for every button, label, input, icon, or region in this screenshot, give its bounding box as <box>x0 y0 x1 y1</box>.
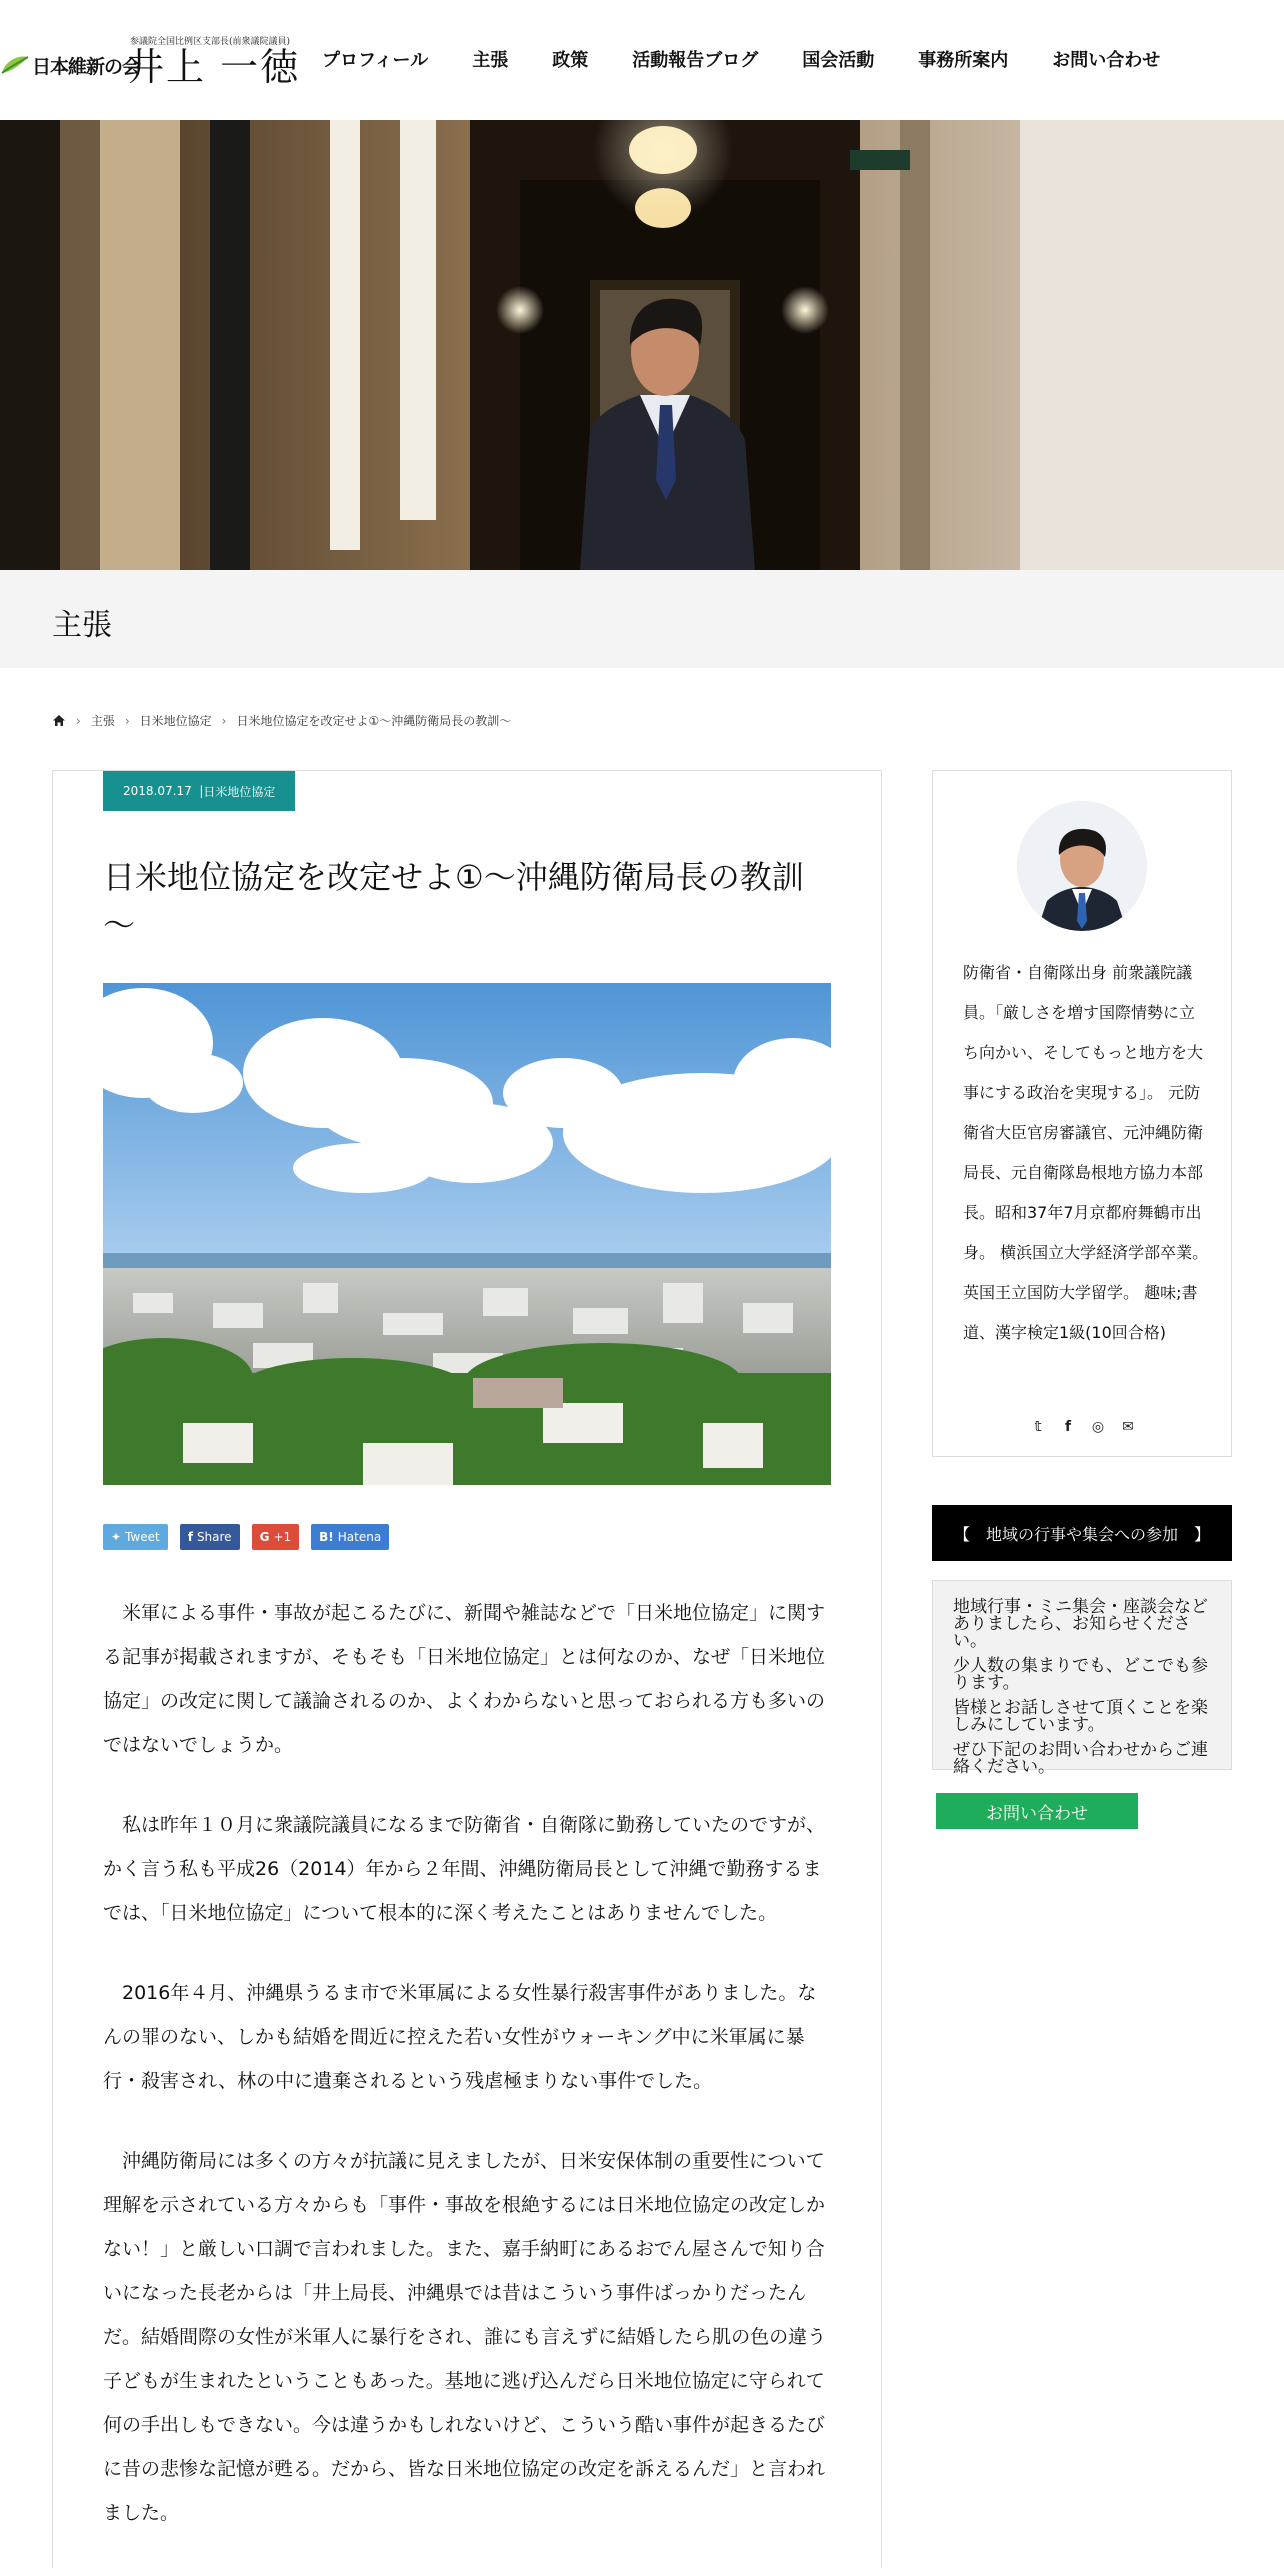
article-card <box>52 770 882 2568</box>
profile-portrait <box>1017 801 1147 931</box>
article-body <box>103 1591 833 2568</box>
tweet-label: Tweet <box>125 1530 160 1544</box>
mail-icon[interactable]: ✉ <box>1122 1419 1134 1435</box>
article-paragraph: 米軍による事件・事故が起こるたびに、新聞や雑誌などで「日米地位協定」に関する記事が掲載されますが、そもそも「日米地位協定」とは何なのか、なぜ「日米地位協定」の改定に関して議論されるのか、よくわからないと思っておられる方も多いのではないでしょうか。 <box>103 1602 826 1756</box>
breadcrumb <box>52 712 511 729</box>
instagram-icon[interactable]: ◎ <box>1091 1419 1105 1435</box>
hatena-label: Hatena <box>337 1530 382 1544</box>
event-widget-line: 地域行事・ミニ集会・座談会などありましたら、お知らせください。 <box>953 1597 1208 1651</box>
nav-blog[interactable]: 活動報告ブログ <box>632 50 759 71</box>
party-name: 日本維新の会 <box>32 56 141 78</box>
nav-policy[interactable]: 政策 <box>552 50 589 71</box>
breadcrumb-opinion[interactable]: 主張 <box>90 714 115 728</box>
nav-profile[interactable]: プロフィール <box>322 50 429 71</box>
profile-bio: 防衛省・自衛隊出身 前衆議院議員。「厳しさを増す国際情勢に立ち向かい、そしてもっと地方を大事にする政治を実現する」。 元防衛省大臣官房審議官、元沖縄防衛局長、元自衛隊島根地方協力本部長。昭和37年7月京都府舞鶴市出身。 横浜国立大学経済学部卒業。英国王立国防大学留学。 趣味;書道、漢字検定1級(10回合格) <box>963 963 1209 1342</box>
leaf-icon <box>0 53 30 79</box>
nav-opinion[interactable]: 主張 <box>472 50 509 71</box>
event-widget-line: ぜひ下記のお問い合わせからご連絡ください。 <box>953 1740 1208 1777</box>
page-title: 主張 <box>52 608 112 643</box>
facebook-share-button[interactable] <box>180 1524 240 1550</box>
event-widget-title: 【 地域の行事や集会への参加 】 <box>932 1505 1232 1561</box>
breadcrumb-separator: › <box>124 713 130 728</box>
avatar <box>1017 801 1147 931</box>
share-buttons <box>103 1524 401 1550</box>
facebook-icon: f <box>187 1530 193 1544</box>
politician-name: 井上 一徳 <box>126 45 301 89</box>
nav-diet-activity[interactable]: 国会活動 <box>802 50 875 71</box>
article-paragraph: 2016年４月、沖縄県うるま市で米軍属による女性暴行殺害事件がありました。なんの罪のない、しかも結婚を間近に控えた若い女性がウォーキング中に米軍属に暴行・殺害され、林の中に遺棄されるという残虐極まりない事件でした。 <box>103 1982 817 2092</box>
breadcrumb-current: 日米地位協定を改定せよ①～沖縄防衛局長の教訓～ <box>236 714 512 728</box>
nav-contact[interactable]: お問い合わせ <box>1052 50 1161 71</box>
share-label: Share <box>196 1530 232 1544</box>
profile-widget <box>932 770 1232 1457</box>
contact-button[interactable]: お問い合わせ <box>936 1793 1138 1829</box>
hatena-button[interactable] <box>311 1524 389 1550</box>
breadcrumb-separator: › <box>76 713 81 728</box>
twitter-icon: ✦ <box>111 1530 122 1544</box>
hero-image <box>0 120 1284 570</box>
gplus-label: +1 <box>273 1530 292 1544</box>
party-logo <box>0 52 140 79</box>
home-icon[interactable] <box>52 714 66 727</box>
event-widget-body <box>932 1580 1232 1777</box>
main-nav <box>322 46 1204 72</box>
breadcrumb-category[interactable]: 日米地位協定 <box>139 714 212 728</box>
google-plus-icon: G <box>259 1530 270 1544</box>
hero-corridor-illustration <box>0 120 1284 570</box>
social-links <box>933 1419 1233 1435</box>
meta-separator: | <box>191 784 204 798</box>
site-logo[interactable] <box>0 30 301 90</box>
facebook-icon[interactable]: f <box>1064 1419 1072 1435</box>
article-title: 日米地位協定を改定せよ①～沖縄防衛局長の教訓～ <box>103 858 804 944</box>
tweet-button[interactable] <box>103 1524 168 1550</box>
article-photo <box>103 983 831 1485</box>
breadcrumb-separator: › <box>221 713 227 728</box>
event-widget-line: 少人数の集まりでも、どこでも参ります。 <box>953 1656 1208 1693</box>
site-header <box>0 0 1284 120</box>
google-plus-button[interactable] <box>252 1524 300 1550</box>
hatena-icon: B! <box>319 1530 334 1544</box>
article-date: 2018.07.17 <box>123 784 192 798</box>
page-title-band <box>0 570 1284 668</box>
article-category[interactable]: 日米地位協定 <box>203 784 276 799</box>
okinawa-city-photo <box>103 983 831 1485</box>
event-widget-line: 皆様とお話しさせて頂くことを楽しみにしています。 <box>953 1698 1208 1735</box>
nav-office[interactable]: 事務所案内 <box>918 50 1009 71</box>
logo-subtitle: 参議院全国比例区支部長(前衆議院議員) <box>130 37 291 47</box>
article-meta <box>103 771 295 811</box>
article-paragraph: 私は昨年１０月に衆議院議員になるまで防衛省・自衛隊に勤務していたのですが、かく言う私も平成26（2014）年から２年間、沖縄防衛局長として沖縄で勤務するまでは、「日米地位協定」について根本的に深く考えたことはありませんでした。 <box>103 1814 826 1924</box>
article-paragraph: 沖縄防衛局には多くの方々が抗議に見えましたが、日米安保体制の重要性について理解を示されている方々からも「事件・事故を根絶するには日米地位協定の改定しかない！」と厳しい口調で言われました。また、嘉手納町にあるおでん屋さんで知り合いになった長老からは「井上局長、沖縄県では昔はこういう事件ばっかりだったんだ。結婚間際の女性が米軍人に暴行をされ、誰にも言えずに結婚したら肌の色の違う子どもが生まれたということもあった。基地に逃げ込んだら日米地位協定に守られて何の手出しもできない。今は違うかもしれないけど、こういう酷い事件が起きるたびに昔の悲惨な記憶が甦る。だから、皆な日米地位協定の改定を訴えるんだ」と言われました。 <box>103 2150 827 2524</box>
twitter-icon[interactable]: 𝕥 <box>1034 1419 1042 1435</box>
